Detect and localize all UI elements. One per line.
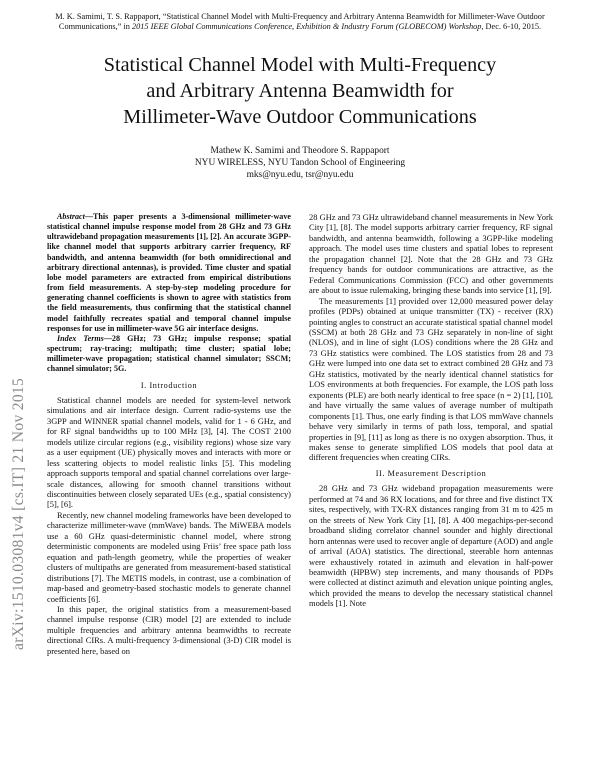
right-column [309,212,553,609]
title-line: Statistical Channel Model with Multi-Frequency [103,54,497,76]
author-affiliation: NYU WIRELESS, NYU Tandon School of Engineering [194,158,406,169]
index-terms [47,334,291,375]
index-terms-label: Index Terms [57,333,104,343]
citation-header [40,12,560,33]
paragraph: The measurements [1] provided over 12,000 measured power delay profiles (PDPs) obtained at unique transmitter (TX) - receiver (RX) pointing angles to construct an accurate statistical spatial channel model (SSCM) at both 28 GHz and 73 GHz separately in non-line of sight (NLOS), and in line of sight (LOS) conditions where the 28 GHz and 73 GHz statistics were combined. The LOS statistics from 28 and 73 GHz were lumped into one data set to extract combined 28 GHz and 73 GHz statistics, motivated by the nearly identical channel statistics for LOS environments at both frequencies. For example, the LOS path loss exponents (PLE) are both nearly identical to free space (n = 2) [1], [10], and have virtually the same values of average number of multipath components [1]. Thus, one early finding is that LOS mmWave channels behave very similarly in terms of path loss, temporal, and spatial properties in [9], [11] as long as there is no oxygen absorption. Thus, it makes sense to generate simplified LOS models that pool data at different frequencies when creating CIRs. [309,295,553,463]
left-column [47,212,291,656]
author-block [100,145,500,182]
paragraph: 28 GHz and 73 GHz wideband propagation measurements were performed at 74 and 36 RX locations, and for three and five distinct TX sites, respectively, with TX-RX distances ranging from 31 m to 425 m on the streets of New York City [1], [8]. A 400 megachips-per-second broadband sliding correlator channel sounder and highly directional horn antennas were used to recover angle of departure (AOD) and angle of arrival (AOA) statistics. The directional, steerable horn antennas were exhaustively rotated in azimuth and elevation in half-power beamwidth (HPBW) step increments, and many thousands of PDPs were collected at distinct azimuth and elevation unique pointing angles, which provided the means to develop the necessary statistical channel models [1]. Note [309,483,553,609]
abstract-label: Abstract [57,212,85,221]
arxiv-stamp: arXiv:1510.03081v4 [cs.IT] 21 Nov 2015 [10,377,27,650]
author-emails: mks@nyu.edu, tsr@nyu.edu [246,170,354,181]
index-terms-text: —28 GHz; 73 GHz; impulse response; spatial spectrum; ray-tracing; multipath; time cluster; spatial lobe; millimeter-wave propagation; statistical channel simulator; SSCM; channel simulator; 5G. [47,333,292,374]
paper-title [40,53,560,130]
title-line: and Arbitrary Antenna Beamwidth for [146,79,454,102]
abstract-text: —This paper presents a 3-dimensional millimeter-wave statistical channel impulse response model from 28 GHz and 73 GHz ultrawideband propagation measurements [1], [2]. An accurate 3GPP-like channel model that supports arbitrary carrier frequency, RF bandwidth, and antenna beamwidth (for both omnidirectional and arbitrary directional antennas), is provided. Time cluster and spatial lobe model parameters are extracted from empirical distributions from field measurements. A step-by-step modeling procedure for generating channel coefficients is shown to agree with statistics from the field measurements, thus confirming that the statistical channel model faithfully recreates spatial and temporal channel impulse responses for use in millimeter-wave 5G air interface designs. [47,212,291,333]
paragraph: In this paper, the original statistics from a measurement-based channel impulse response (CIR) model [2] are extended to include multiple frequencies and arbitrary antenna beamwidths to recreate directional CIRs. A multi-frequency 3-dimensional (3-D) CIR model is presented here, based on [47,604,291,656]
paragraph: Statistical channel models are needed for system-level network simulations and air interface design. Current radio-systems use the 3GPP and WINNER spatial channel models, valid for 1 - 6 GHz, and for RF signal bandwidths up to 100 MHz [3], [4]. The COST 2100 models utilize circular regions (e.g., visibility regions) whose size vary as a user equipment (UE) physically moves and interacts with more or less scattering objects to model realistic links [5]. This modeling approach supports temporal and spatial channel correlations over large-scale distances, allowing for smooth channel transitions without discontinuities between closely separated UEs (e.g., spatial consistency) [5], [6]. [47,394,291,510]
abstract [47,212,291,334]
title-line: Millimeter-Wave Outdoor Communications [123,105,477,128]
section-heading-introduction: I. Introduction [140,380,198,390]
section-heading-measurement: II. Measurement Description [375,468,487,478]
paragraph: Recently, new channel modeling frameworks have been developed to characterize millimeter-wave (mmWave) bands. The MiWEBA models use a 60 GHz quasi-deterministic channel model, where strong deterministic components are modeled using Friis’ free space path loss equation and path-length geometry, while the properties of weaker clusters of multipaths are generated from measurement-based statistical distributions [7]. The METIS models, in contrast, use a combination of map-based and geometry-based stochastic models to generate channel coefficients [6]. [47,509,291,604]
author-names: Mathew K. Samimi and Theodore S. Rappaport [210,146,390,156]
citation-prefix: M. K. Samimi, T. S. Rappaport, “Statistical Channel Model with Multi-Frequency and Arbitrary Antenna Beamwidth for Millimeter-Wave Outdoor Communications,” in [55,12,545,32]
citation-suffix: , Dec. 6-10, 2015. [481,22,542,32]
citation-venue: 2015 IEEE Global Communications Conference, Exhibition & Industry Forum (GLOBECOM) Workshop [131,22,482,32]
paragraph: 28 GHz and 73 GHz ultrawideband channel measurements in New York City [1], [8]. The model supports arbitrary carrier frequency, RF signal bandwidth, and antenna beamwidth, following a 3GPP-like modeling approach. The model uses time clusters and spatial lobes to represent the propagation channel [2]. Note that the 28 GHz and 73 GHz frequency bands for outdoor communications are attractive, as the Federal Communications Commission (FCC) and other governments are about to issue rulemaking, bringing these bands into service [1], [9]. [309,212,553,296]
